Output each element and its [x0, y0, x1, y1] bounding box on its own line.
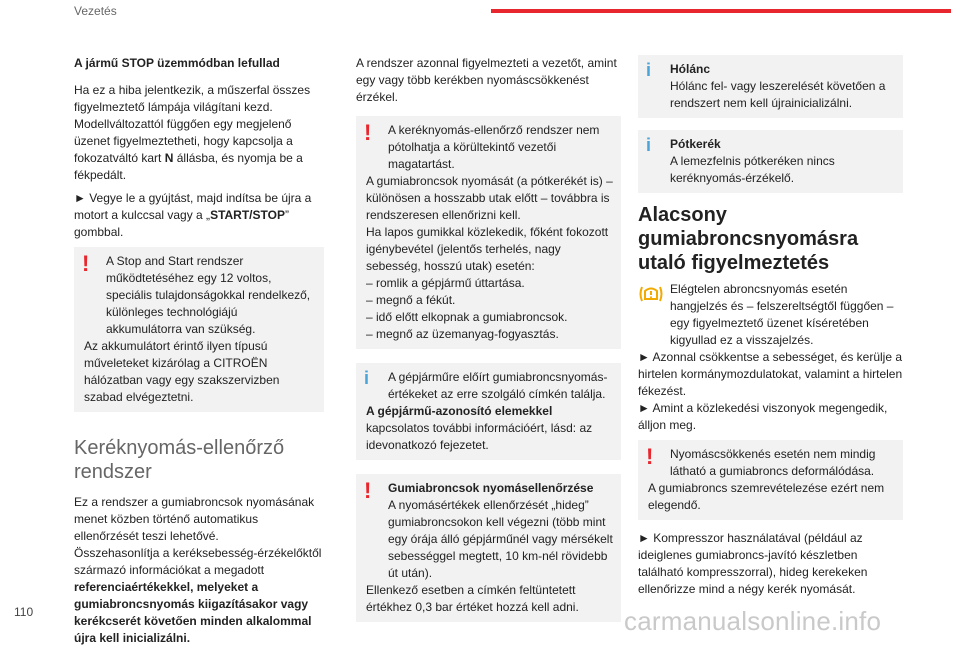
- snow-chain-info-box: i Hólánc Hólánc fel- vagy leszerelését követően a rendszert nem kell újrainicializálni.: [638, 55, 903, 118]
- deformation-warning-box: ! Nyomáscsökkenés esetén nem mindig látható a gumiabroncs deformálódása. A gumiabroncs szemrevételezése ezért nem elegendő.: [638, 440, 903, 520]
- section-title-tpms: Keréknyomás-ellenőrző rendszer: [74, 437, 285, 483]
- tire-pressure-warning-icon: [638, 283, 664, 310]
- pressure-check-warning-box: ! Gumiabroncsok nyomásellenőrzése A nyomásértékek ellenőrzését „hideg” gumiabroncsokon kell végezni (több mint egy órája álló gépjárműnél vagy mérsékelt sebességgel megtett, 10 km-nél rövidebb út után). Ellenkező esetben a címkén feltüntetett értékhez 0,3 bar értéket hozzá kell adni.: [356, 474, 621, 622]
- step-compressor: ► Kompresszor használatával (például az ideiglenes gumiabroncs-javító készletben található kompresszorral), hideg kerekeken ellenőrizze mind a négy kerék nyomását.: [638, 531, 868, 596]
- page-header-title: Vezetés: [74, 4, 117, 18]
- column-1: [74, 55, 324, 653]
- exclamation-icon: !: [646, 444, 654, 469]
- info-icon: i: [646, 135, 652, 155]
- exclamation-icon: !: [82, 251, 90, 276]
- stall-step: ► Vegye le a gyújtást, majd indítsa be újra a motort a kulccsal vagy a „START/STOP” gombbal.: [74, 191, 312, 239]
- battery-warning-box: ! A Stop and Start rendszer működtetéséhez egy 12 voltos, speciális tulajdonságokkal rendelkező, különleges technológiájú akkumulátorra van szükség. Az akkumulátort érintő ilyen típusú műveleteket kizárólag a CITROËN hálózatban vagy egy szakszervizben szabad elvégeztetni.: [74, 247, 324, 412]
- spare-wheel-info-box: i Pótkerék A lemezfelnis pótkeréken nincs keréknyomás-érzékelő.: [638, 130, 903, 193]
- step-stop: ► Amint a közlekedési viszonyok megengedik, álljon meg.: [638, 401, 888, 432]
- column-2: [356, 55, 621, 632]
- stall-paragraph: Ha ez a hiba jelentkezik, a műszerfal összes figyelmeztető lámpája világítani kezd. Modellváltozattól függően egy megjelenő üzenet figyelmeztetheti, hogy kapcsolja a fokozatváltó kart N állásba, és nyomja be a fékpedált.: [74, 83, 311, 182]
- header-accent-bar: [491, 9, 951, 13]
- column-3: [638, 55, 903, 604]
- step-slow-down: ► Azonnal csökkentse a sebességet, és kerülje a hirtelen kormánymozdulatokat, valamint a hirtelen fékezést.: [638, 350, 903, 398]
- info-icon: i: [364, 368, 370, 388]
- low-pressure-alert: Elégtelen abroncsnyomás esetén hangjelzés és – felszereltségtől függően – egy figyelmeztető üzenet kíséretében kigyullad ez a visszajelzés.: [638, 281, 903, 349]
- pressure-label-info-box: i A gépjárműre előírt gumiabroncsnyomás-értékeket az erre szolgáló címkén találja. A gépjármű-azonosító elemekkel kapcsolatos további információért, lásd: az idevonatkozó fejezetet.: [356, 363, 621, 460]
- page-number: 110: [14, 605, 34, 619]
- exclamation-icon: !: [364, 478, 372, 503]
- info-icon: i: [646, 60, 652, 80]
- tpms-compare: Összehasonlítja a keréksebesség-érzékelőktől származó információkat a megadott referenciaértékekkel, melyeket a gumiabroncsnyomás kiigazításakor vagy kerékcserét követően minden alkalommal újra kell inicializálni.: [74, 546, 322, 645]
- section-title-low-pressure: Alacsony gumiabroncsnyomásra utaló figyelmeztetés: [638, 204, 859, 274]
- stall-heading: A jármű STOP üzemmódban lefullad: [74, 56, 280, 70]
- driver-warning-box: ! A keréknyomás-ellenőrző rendszer nem pótolhatja a körültekintő vezetői magatartást. A gumiabroncsok nyomását (a pótkerékét is) – különösen a hosszabb utak előtt – továbbra is rendszeresen ellenőrizni kell. Ha lapos gumikkal közlekedik, főként fokozott igénybevétel (jelentős terhelés, nagy sebesség, hosszú utak) esetén: – romlik a gépjármű úttartása. – megnő a fékút. – idő előtt elkopnak a gumiabroncsok. – megnő az üzemanyag-fogyasztás.: [356, 116, 621, 349]
- tpms-intro: Ez a rendszer a gumiabroncsok nyomásának menet közben történő automatikus ellenőrzését teszi lehetővé.: [74, 495, 315, 543]
- tpms-alert-intro: A rendszer azonnal figyelmezteti a vezetőt, amint egy vagy több kerékben nyomáscsökkenést érzékel.: [356, 56, 617, 104]
- exclamation-icon: !: [364, 120, 372, 145]
- watermark: carmanualsonline.info: [624, 606, 882, 636]
